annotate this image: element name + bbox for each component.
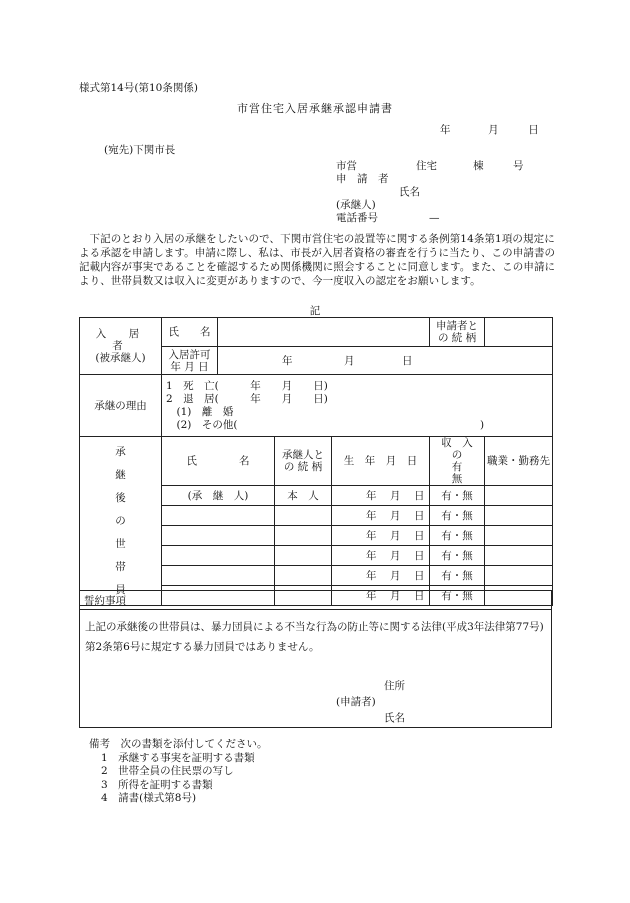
reason-other [164, 419, 550, 432]
resident-name-field[interactable] [218, 318, 430, 347]
permit-date-label [162, 347, 218, 375]
member-birth-cell[interactable] [332, 486, 430, 506]
list-item: 4 請書(様式第8号) [101, 792, 197, 804]
birth-year: 年 [366, 549, 377, 562]
member-income-cell[interactable]: 有・無 [430, 526, 485, 546]
reason-other-close: ) [480, 418, 485, 431]
date-day: 日 [528, 124, 539, 136]
birth-month: 月 [390, 569, 401, 582]
birth-year: 年 [366, 529, 377, 542]
relation-label-line2: の 続 柄 [437, 332, 477, 344]
permit-date-field[interactable] [218, 347, 553, 375]
pledge-applicant-label: (申請者) [336, 696, 376, 708]
member-name-cell[interactable] [162, 506, 275, 526]
member-birth-cell[interactable] [332, 566, 430, 586]
phone-label: 電話番号 [336, 212, 378, 224]
resident-relation-label [430, 318, 485, 347]
birth-year: 年 [366, 589, 377, 602]
permit-day: 日 [402, 354, 413, 367]
pledge-address-label: 住所 [384, 680, 405, 692]
successor-label: (承継人) [336, 199, 376, 211]
reason-death: 1 死 亡( 年 月 日) [166, 379, 328, 392]
col-income-line2: 有 無 [451, 461, 494, 485]
housing-prefix: 市営 [336, 160, 357, 172]
member-income-cell[interactable]: 有・無 [430, 486, 485, 506]
birth-year: 年 [366, 489, 377, 502]
col-relation-line2: の 続 柄 [283, 461, 323, 473]
member-name-cell[interactable] [162, 566, 275, 586]
date-year: 年 [440, 124, 451, 136]
reason-label: 承継の理由 [80, 375, 162, 437]
notes-heading: 備考 次の書類を添付してください。 [89, 738, 268, 750]
member-income-cell[interactable]: 有・無 [430, 546, 485, 566]
reason-other-label: (2) その他( [166, 418, 238, 431]
col-relation-line1: 承継人と [282, 449, 324, 461]
birth-year: 年 [366, 569, 377, 582]
list-item: 1 承継する事実を証明する書類 [101, 751, 255, 764]
reason-moveout: 2 退 居( 年 月 日) [166, 392, 328, 405]
birth-month: 月 [390, 529, 401, 542]
permit-year: 年 [282, 354, 293, 367]
birth-month: 月 [390, 489, 401, 502]
birth-month: 月 [390, 509, 401, 522]
date-month: 月 [488, 124, 499, 136]
notes-block [89, 738, 268, 806]
request-text: 下記のとおり入居の承継をしたいので、下関市営住宅の設置等に関する条例第14条第1項の規定による承認を申請します。申請に際し、私は、市長が入居者資格の審査を行うに当たり、この申請書の記載内容が事実であることを確認するため関係機関に照会することに同意します。また、この申請により、世帯員数又は収入に変更がありますので、今一度収入の認定をお願いします。 [79, 233, 556, 287]
member-name-cell[interactable]: (承 継 人) [162, 486, 275, 506]
application-table [79, 317, 553, 606]
pledge-text: 上記の承継後の世帯員は、暴力団員による不当な行為の防止等に関する法律(平成3年法律第77号)第2条第6号に規定する暴力団員ではありません。 [85, 621, 544, 653]
resident-name-label: 氏 名 [162, 318, 218, 347]
list-item: 2 世帯全員の住民票の写し [101, 765, 234, 777]
birth-day: 日 [414, 549, 425, 562]
building-label: 棟 [473, 160, 484, 172]
application-date [440, 122, 539, 137]
member-birth-cell[interactable] [332, 546, 430, 566]
birth-year: 年 [366, 509, 377, 522]
member-relation-cell[interactable] [275, 566, 332, 586]
applicant-name-label: 氏名 [399, 186, 420, 198]
permit-label-line1: 入居許可 [168, 348, 211, 361]
resident-label: 入 居 者 [95, 328, 162, 352]
birth-month: 月 [390, 549, 401, 562]
member-income-cell[interactable]: 有・無 [430, 586, 485, 606]
relation-label-line1: 申請者と [436, 320, 479, 332]
member-relation-cell[interactable] [275, 506, 332, 526]
pledge-table [79, 590, 552, 728]
col-income-line1: 収 入 の [441, 437, 484, 461]
member-birth-cell[interactable] [332, 526, 430, 546]
birth-day: 日 [414, 489, 425, 502]
member-relation-cell[interactable] [275, 526, 332, 546]
room-label: 号 [513, 160, 524, 172]
member-job-cell[interactable] [485, 506, 553, 526]
pledge-label: 誓約事項 [80, 591, 552, 610]
member-relation-cell[interactable] [275, 546, 332, 566]
housing-suffix: 住宅 [416, 160, 437, 172]
reason-field[interactable] [162, 375, 553, 437]
member-income-cell[interactable]: 有・無 [430, 566, 485, 586]
member-name-cell[interactable] [162, 546, 275, 566]
phone-dash: — [429, 212, 440, 224]
resident-sub-label: (被承継人) [95, 352, 146, 364]
member-job-cell[interactable] [485, 526, 553, 546]
member-income-cell[interactable]: 有・無 [430, 506, 485, 526]
resident-relation-field[interactable] [485, 318, 553, 347]
member-relation-cell[interactable]: 本 人 [275, 486, 332, 506]
member-job-cell[interactable] [485, 546, 553, 566]
form-title: 市営住宅入居承継承認申請書 [237, 102, 393, 115]
list-item: 3 所得を証明する書類 [101, 778, 213, 791]
col-income-header [430, 437, 494, 486]
resident-cell [80, 318, 162, 375]
birth-day: 日 [414, 569, 425, 582]
applicant-label: 申 請 者 [336, 173, 389, 185]
col-name-header: 氏 名 [162, 437, 275, 486]
col-job-header: 職業・勤務先 [485, 437, 553, 486]
birth-month: 月 [390, 589, 401, 602]
col-birth-header: 生 年 月 日 [332, 437, 430, 486]
member-job-cell[interactable] [485, 486, 553, 506]
form-number: 様式第14号(第10条関係) [79, 82, 198, 94]
birth-day: 日 [414, 589, 425, 602]
addressee: (宛先)下関市長 [104, 144, 176, 156]
col-relation-header [275, 437, 332, 486]
member-birth-cell[interactable] [332, 506, 430, 526]
ki-heading: 記 [309, 305, 321, 317]
household-label-cell [80, 437, 162, 606]
member-name-cell[interactable] [162, 526, 275, 546]
permit-label-line2: 年 月 日 [170, 360, 209, 373]
birth-day: 日 [414, 509, 425, 522]
birth-day: 日 [414, 529, 425, 542]
reason-divorce: (1) 離 婚 [166, 405, 234, 418]
member-job-cell[interactable] [485, 566, 553, 586]
pledge-signature [330, 678, 405, 726]
permit-month: 月 [344, 354, 355, 367]
pledge-name-label: 氏名 [384, 712, 405, 724]
household-label: 承継後の世帯員 [115, 445, 126, 596]
